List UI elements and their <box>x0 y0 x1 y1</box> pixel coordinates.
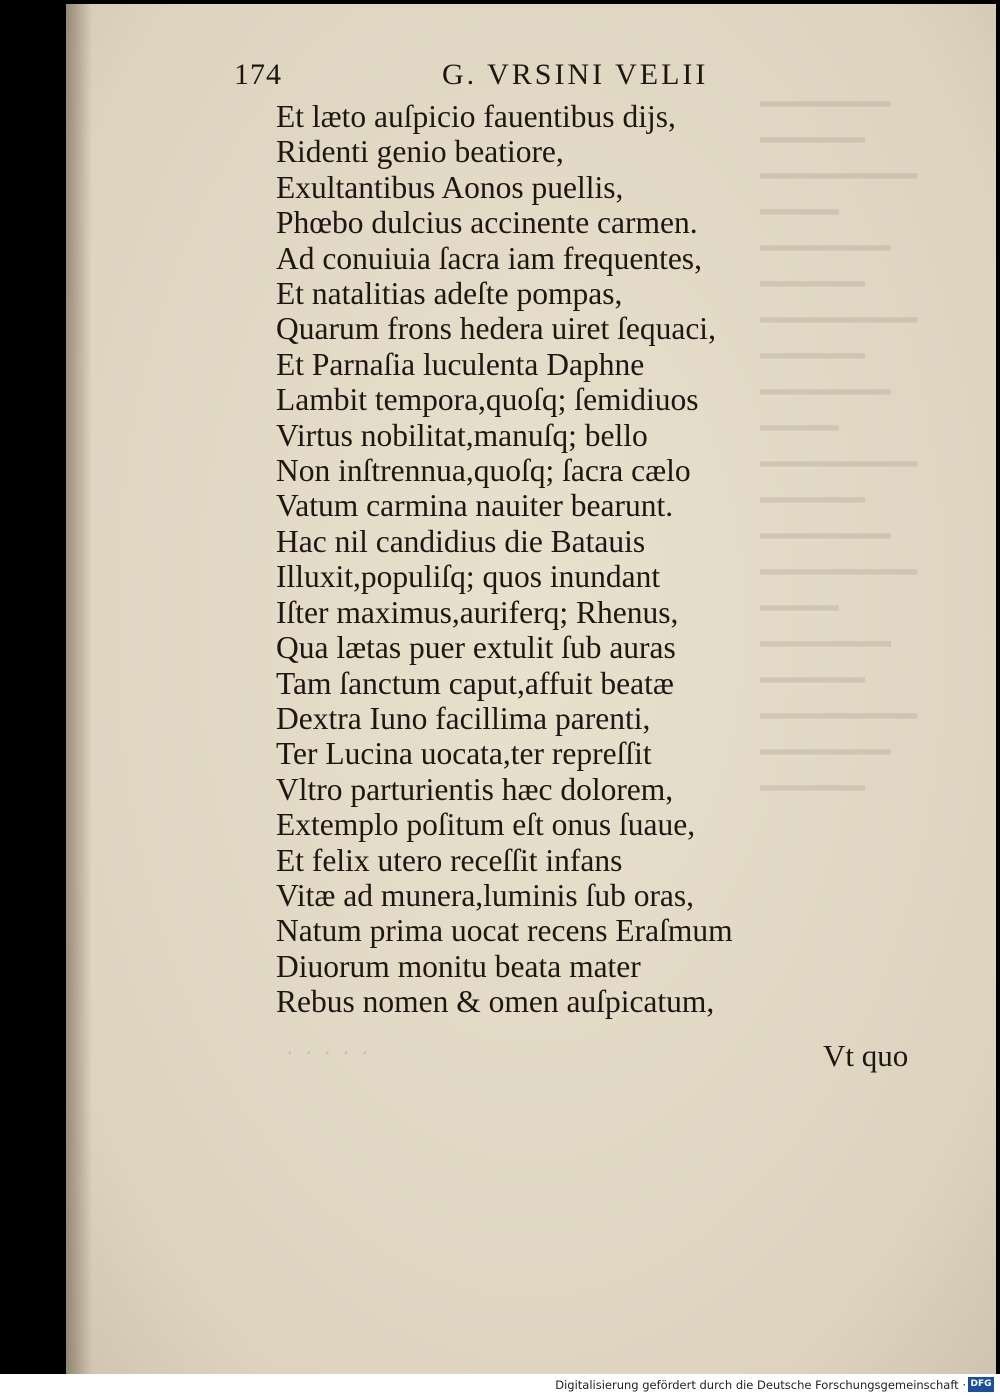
verse-line: Lambit tempora,quoſq; ſemidiuos <box>276 382 699 418</box>
verse-line: Dextra Iuno facillima parenti, <box>276 700 651 736</box>
verse-line: Vatum carmina nauiter bearunt. <box>276 488 674 524</box>
dfg-logo: DFG <box>968 1377 994 1392</box>
gutter-shadow <box>66 4 92 1374</box>
verse-line: Exultantibus Aonos puellis, <box>276 169 624 205</box>
funding-credit: Digitalisierung gefördert durch die Deutsche Forschungsgemeinschaft · <box>555 1378 966 1392</box>
verse-line: Vitæ ad munera,luminis ſub oras, <box>276 877 695 913</box>
ink-smudge: · · · · · <box>286 1040 372 1065</box>
verse-line: Non inſtrennua,quoſq; ſacra cælo <box>276 453 691 489</box>
page-number: 174 <box>234 58 282 91</box>
verse-line: Ridenti genio beatiore, <box>276 134 564 170</box>
verse-line: Hac nil candidius die Batauis <box>276 523 646 559</box>
verse-line: Et natalitias adeſte pompas, <box>276 276 623 312</box>
catchword: Vt quo <box>823 1038 909 1073</box>
verse-line: Quarum frons hedera uiret ſequaci, <box>276 311 716 347</box>
verse-line: Qua lætas puer extulit ſub auras <box>276 630 676 666</box>
verse-line: Iſter maximus,auriferq; Rhenus, <box>276 594 679 630</box>
verse-line: Ter Lucina uocata,ter repreſſit <box>276 736 652 772</box>
footer-bar <box>0 1374 1000 1396</box>
verse-line: Rebus nomen & omen auſpicatum, <box>276 984 715 1020</box>
show-through-text: ▁▁▁▁▁ ▁▁▁▁ ▁▁▁▁▁▁ ▁▁▁ ▁▁▁▁▁ ▁▁▁▁ ▁▁▁▁▁▁ ▁▁▁▁ ▁▁▁▁▁ ▁▁▁ ▁▁▁▁▁▁ ▁▁▁▁ ▁▁▁▁▁ ▁▁▁▁▁▁ ▁▁▁ ▁▁▁▁▁ ▁▁▁▁ ▁▁▁▁▁▁ ▁▁▁▁▁ ▁▁▁▁ <box>760 70 917 790</box>
running-title: G. VRSINI VELII <box>442 58 709 91</box>
verse-line: Phœbo dulcius accinente carmen. <box>276 205 698 241</box>
verse-line: Natum prima uocat recens Eraſmum <box>276 913 733 949</box>
verse-line: Ad conuiuia ſacra iam frequentes, <box>276 240 702 276</box>
verse-line: Illuxit,populiſq; quos inundant <box>276 559 661 595</box>
verse-line: Diuorum monitu beata mater <box>276 948 641 984</box>
verse-line: Et felix utero receſſit infans <box>276 842 623 878</box>
verse-line: Extemplo poſitum eſt onus ſuaue, <box>276 807 696 843</box>
verse-line: Vltro parturientis hæc dolorem, <box>276 771 674 807</box>
verse-line: Et Parnaſia luculenta Daphne <box>276 346 645 382</box>
verse-line: Et læto auſpicio fauentibus dijs, <box>276 99 676 134</box>
verse-line: Tam ſanctum caput,affuit beatæ <box>276 665 674 701</box>
verse-block <box>276 99 796 1020</box>
verse-line: Virtus nobilitat,manuſq; bello <box>276 417 648 453</box>
